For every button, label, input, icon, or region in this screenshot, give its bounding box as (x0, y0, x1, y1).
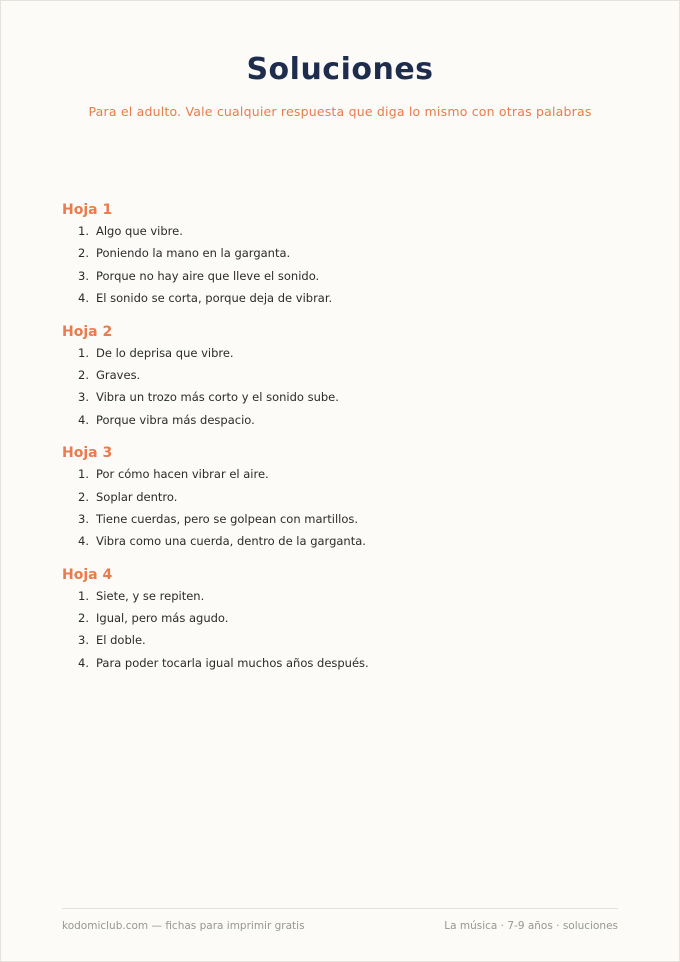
answer-number: 4. (78, 291, 89, 306)
answer-number: 4. (78, 412, 89, 427)
answer-text: Para poder tocarla igual muchos años después. (96, 655, 369, 670)
answer-item (62, 629, 622, 651)
page-subtitle: Para el adulto. Vale cualquier respuesta que diga lo mismo con otras palabras (88, 104, 592, 119)
answer-number: 2. (78, 246, 89, 261)
answer-list (62, 463, 622, 553)
answer-item (62, 530, 622, 552)
answer-list (62, 220, 622, 310)
answer-number: 3. (78, 268, 89, 283)
section-heading: Hoja 3 (62, 445, 113, 462)
answer-text: Por cómo hacen vibrar el aire. (96, 467, 269, 482)
answer-item (62, 265, 622, 287)
answer-text: Poniendo la mano en la garganta. (96, 246, 291, 261)
answer-text: Siete, y se repiten. (96, 588, 205, 603)
answer-number: 1. (78, 467, 89, 482)
answer-text: De lo deprisa que vibre. (96, 345, 234, 360)
answer-number: 1. (78, 345, 89, 360)
answer-number: 3. (78, 390, 89, 405)
answer-item (62, 508, 622, 530)
answer-number: 4. (78, 655, 89, 670)
answer-item (62, 287, 622, 309)
answer-text: El sonido se corta, porque deja de vibrar. (96, 291, 333, 306)
answer-item (62, 652, 622, 674)
section-heading: Hoja 4 (62, 566, 113, 583)
answer-list (62, 342, 622, 432)
answer-item (62, 607, 622, 629)
answer-text: Porque vibra más despacio. (96, 412, 255, 427)
answer-text: El doble. (96, 633, 146, 648)
answer-number: 2. (78, 489, 89, 504)
answer-item (62, 409, 622, 431)
answer-text: Porque no hay aire que lleve el sonido. (96, 268, 320, 283)
answer-number: 4. (78, 534, 89, 549)
section-hoja-2 (62, 322, 622, 432)
answer-item (62, 463, 622, 485)
answer-text: Soplar dentro. (96, 489, 178, 504)
answer-number: 1. (78, 224, 89, 238)
section-hoja-3 (62, 443, 622, 553)
answer-text: Vibra como una cuerda, dentro de la garganta. (96, 534, 366, 549)
answer-number: 2. (78, 611, 89, 626)
answer-item (62, 585, 622, 607)
section-heading: Hoja 2 (62, 323, 113, 340)
section-hoja-4 (62, 565, 622, 675)
answer-sections (62, 200, 622, 686)
section-hoja-1 (62, 200, 622, 310)
answer-item (62, 486, 622, 508)
answer-item (62, 386, 622, 408)
answer-item (62, 242, 622, 264)
answer-item (62, 220, 622, 242)
answer-number: 2. (78, 367, 89, 382)
answer-text: Vibra un trozo más corto y el sonido sube. (96, 390, 339, 405)
footer-divider (62, 908, 618, 909)
answer-number: 3. (78, 511, 89, 526)
answer-item (62, 342, 622, 364)
page-title: Soluciones (246, 52, 434, 87)
answer-text: Algo que vibre. (96, 224, 183, 238)
answer-number: 3. (78, 633, 89, 648)
section-heading: Hoja 1 (62, 202, 113, 218)
answer-text: Tiene cuerdas, pero se golpean con martillos. (96, 511, 359, 526)
answer-text: Graves. (96, 367, 141, 382)
answer-number: 1. (78, 588, 89, 603)
footer-document-info: La música · 7-9 años · soluciones (444, 920, 618, 932)
answer-item (62, 364, 622, 386)
footer-site-credit: kodomiclub.com — fichas para imprimir gratis (62, 920, 305, 932)
answer-text: Igual, pero más agudo. (96, 611, 229, 626)
answer-list (62, 585, 622, 675)
